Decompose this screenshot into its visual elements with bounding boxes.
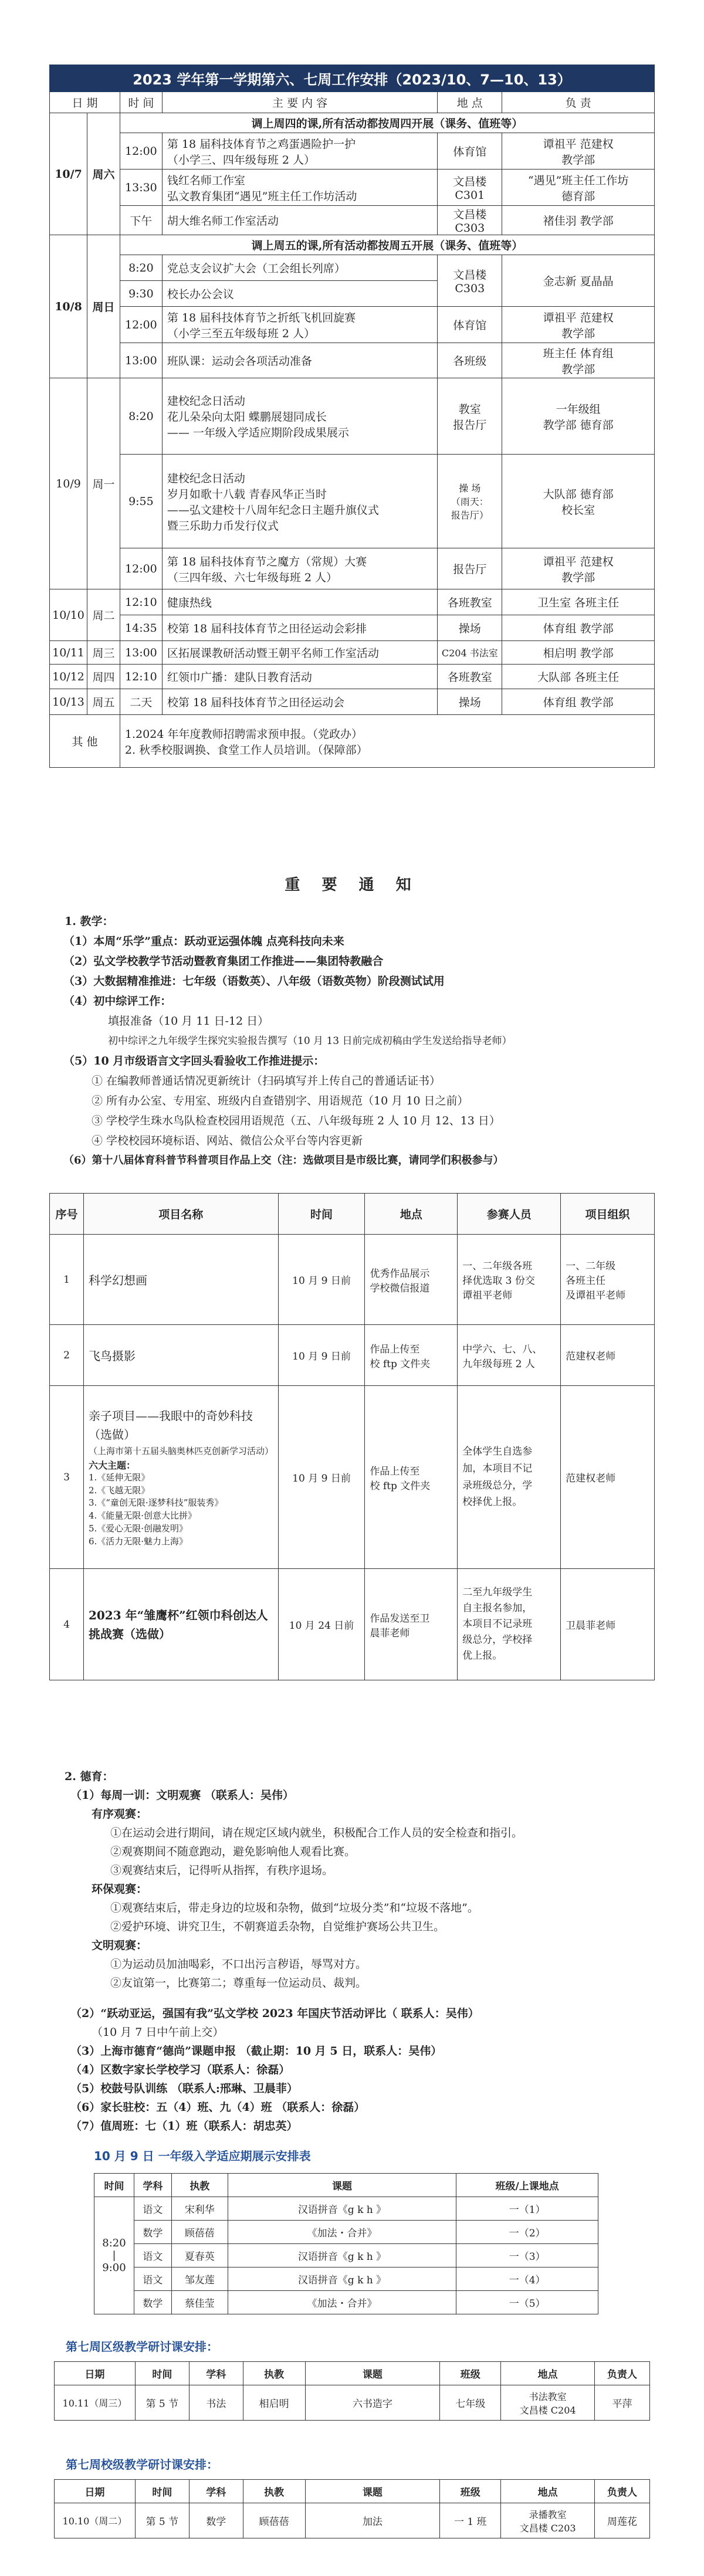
lesson-teacher: 宋利华 bbox=[171, 2197, 228, 2221]
content-cell: 第 18 届科技体育节之魔方（常规）大赛 （三四年级、六七年级每班 2 人） bbox=[162, 548, 437, 589]
owner-cell: 大队部 德育部 校长室 bbox=[502, 455, 655, 548]
col-subject: 学科 bbox=[134, 2174, 171, 2197]
place-cell: 教室 报告厅 bbox=[438, 378, 502, 455]
cell-topic: 加法 bbox=[305, 2503, 440, 2538]
lesson-teacher: 夏春英 bbox=[171, 2244, 228, 2267]
content-cell: 建校纪念日活动 岁月如歌十八载 青春风华正当时 ——弘文建校十八周年纪念日主题升旗仪式 暨三乐助力币发行仪式 bbox=[162, 455, 437, 548]
content-cell: 第 18 届科技体育节之折纸飞机回旋赛 （小学三至五年级每班 2 人） bbox=[162, 307, 437, 343]
col-place: 地点 bbox=[501, 2480, 595, 2503]
lesson-subject: 语文 bbox=[134, 2197, 171, 2221]
project-name: 科学幻想画 bbox=[83, 1235, 278, 1325]
lesson-topic: 《加法・合并》 bbox=[228, 2221, 456, 2244]
table-row bbox=[94, 2291, 598, 2314]
lesson-teacher: 邹友莲 bbox=[171, 2267, 228, 2291]
moral-item: （1）每周一训：文明观赛 （联系人：吴伟） bbox=[70, 1789, 294, 1802]
cell-teacher: 顾蓓蓓 bbox=[243, 2503, 305, 2538]
lesson-teacher: 顾蓓蓓 bbox=[171, 2221, 228, 2244]
other-label: 其 他 bbox=[50, 715, 120, 768]
table-row bbox=[94, 2197, 598, 2221]
col-class: 班级 bbox=[440, 2480, 501, 2503]
time-cell: 13:00 bbox=[120, 641, 162, 665]
table-row bbox=[55, 2385, 650, 2421]
place-cell: 操场 bbox=[438, 615, 502, 641]
day-cell: 周四 bbox=[87, 665, 120, 689]
moral-item: （5）校鼓号队训练 （联系人:邢琳、卫晨菲） bbox=[70, 2082, 298, 2095]
col-teacher: 执教 bbox=[243, 2362, 305, 2385]
notice-item: （3）大数据精准推进：七年级（语数英）、八年级（语数英物）阶段测试试用 bbox=[63, 975, 445, 988]
owner-cell: 一年级组 教学部 德育部 bbox=[502, 378, 655, 455]
date-cell: 10/8 bbox=[50, 235, 87, 378]
district-table bbox=[54, 2361, 650, 2421]
header-content: 主 要 内 容 bbox=[162, 92, 437, 113]
date-cell: 10/13 bbox=[50, 689, 87, 715]
cell-owner: 平萍 bbox=[595, 2385, 650, 2421]
cell-subject: 书法 bbox=[189, 2385, 243, 2421]
lesson-topic: 《加法・合并》 bbox=[228, 2291, 456, 2314]
project-place: 作品上传至 校 ftp 文件夹 bbox=[365, 1325, 458, 1386]
place-cell: 文昌楼 C303 bbox=[438, 206, 502, 235]
cell-place: 录播教室 文昌楼 C203 bbox=[501, 2503, 595, 2538]
time-cell: 14:35 bbox=[120, 615, 162, 641]
content-cell: 胡大维名师工作室活动 bbox=[162, 206, 437, 235]
lesson-time: 8:20 | 9:00 bbox=[94, 2197, 134, 2314]
content-cell: 区拓展课教研活动暨王朝平名师工作室活动 bbox=[162, 641, 437, 665]
project-org: 卫晨菲老师 bbox=[561, 1569, 655, 1680]
place-cell: 操场 bbox=[438, 689, 502, 715]
project-note: （上海市第十五届头脑奥林匹克创新学习活动） bbox=[88, 1445, 273, 1456]
lesson-class: 一（3） bbox=[456, 2244, 598, 2267]
lesson-topic: 汉语拼音《g k h 》 bbox=[228, 2267, 456, 2291]
table-row bbox=[50, 1569, 655, 1680]
notice-title: 重 要 通 知 bbox=[285, 876, 419, 894]
notice-subitem: ④ 学校校园环境标语、网站、微信公众平台等内容更新 bbox=[92, 1134, 363, 1147]
time-cell: 12:00 bbox=[120, 548, 162, 589]
col-time: 时间 bbox=[94, 2174, 134, 2197]
owner-cell: 谭祖平 范建权 教学部 bbox=[502, 133, 655, 170]
grade1-table bbox=[94, 2173, 598, 2314]
notice-item: （1）本周“乐学”重点：跃动亚运强体魄 点亮科技向未来 bbox=[63, 935, 344, 948]
owner-cell: 相启明 教学部 bbox=[502, 641, 655, 665]
cell-date: 10.11（周三） bbox=[55, 2385, 136, 2421]
lesson-subject: 语文 bbox=[134, 2267, 171, 2291]
table-row bbox=[55, 2503, 650, 2538]
col-time: 时间 bbox=[278, 1194, 365, 1235]
owner-cell: 卫生室 各班主任 bbox=[502, 589, 655, 615]
place-cell: 操 场 （雨天： 报告厅） bbox=[438, 455, 502, 548]
col-who: 参赛人员 bbox=[458, 1194, 561, 1235]
section-teaching: 1. 教学： bbox=[65, 915, 114, 928]
school-table bbox=[54, 2479, 650, 2538]
col-place: 地点 bbox=[501, 2362, 595, 2385]
date-cell: 10/7 bbox=[50, 113, 87, 235]
place-cell: C204 书法室 bbox=[438, 641, 502, 665]
moral-item: （6）家长驻校：五（4）班、九（4）班 （联系人：徐磊） bbox=[70, 2101, 365, 2114]
notice-subitem: ③ 学校学生珠水鸟队检查校园用语规范（五、八年级每班 2 人 10 月 12、13 日） bbox=[92, 1114, 500, 1127]
lesson-subject: 语文 bbox=[134, 2244, 171, 2267]
owner-cell: 金志新 夏晶晶 bbox=[502, 255, 655, 307]
project-name: 2023 年“雏鹰杯”红领巾科创达人挑战赛（选做） bbox=[83, 1569, 278, 1680]
content-cell: 钱红名师工作室 弘文教育集团“遇见”班主任工作坊活动 bbox=[162, 170, 437, 206]
project-org: 范建权老师 bbox=[561, 1386, 655, 1569]
col-topic: 课题 bbox=[305, 2480, 440, 2503]
place-cell: 体育馆 bbox=[438, 133, 502, 170]
notice-item: （5）10 月市级语言文字回头看验收工作推进提示： bbox=[63, 1055, 325, 1067]
time-cell: 12:10 bbox=[120, 589, 162, 615]
project-who: 中学六、七、八、 九年级每班 2 人 bbox=[458, 1325, 561, 1386]
schedule-title: 2023 学年第一学期第六、七周工作安排（2023/10、7—10、13） bbox=[50, 65, 655, 92]
project-no: 4 bbox=[50, 1569, 84, 1680]
col-date: 日期 bbox=[55, 2480, 136, 2503]
moral-item: （7）值周班：七（1）班（联系人：胡忠英） bbox=[70, 2120, 298, 2133]
moral-item: （2）“跃动亚运，强国有我”弘文学校 2023 年国庆节活动评比（ 联系人：吴伟） bbox=[70, 2007, 479, 2020]
owner-cell: 谭祖平 范建权 教学部 bbox=[502, 548, 655, 589]
day-cell: 周二 bbox=[87, 589, 120, 641]
time-cell: 12:10 bbox=[120, 665, 162, 689]
table-row bbox=[50, 1325, 655, 1386]
schedule-table bbox=[49, 65, 655, 768]
content-cell: 校第 18 届科技体育节之田径运动会彩排 bbox=[162, 615, 437, 641]
cell-topic: 六书造字 bbox=[305, 2385, 440, 2421]
col-name: 项目名称 bbox=[83, 1194, 278, 1235]
moral-rule: ①在运动会进行期间，请在规定区域内就坐，积极配合工作人员的安全检查和指引。 bbox=[110, 1826, 523, 1839]
school-title: 第七周校级教学研讨课安排： bbox=[66, 2458, 218, 2472]
moral-heading: 环保观赛： bbox=[92, 1883, 148, 1896]
grade1-title: 10 月 9 日 一年级入学适应期展示安排表 bbox=[94, 2149, 311, 2163]
project-sub: 六大主题： bbox=[88, 1459, 136, 1471]
col-subject: 学科 bbox=[189, 2480, 243, 2503]
moral-heading: 文明观赛： bbox=[92, 1939, 148, 1952]
place-cell: 各班教室 bbox=[438, 665, 502, 689]
col-date: 日期 bbox=[55, 2362, 136, 2385]
content-cell: 第 18 届科技体育节之鸡蛋遇险护一护 （小学三、四年级每班 2 人） bbox=[162, 133, 437, 170]
time-cell: 9:55 bbox=[120, 455, 162, 548]
cell-time: 第 5 节 bbox=[135, 2503, 189, 2538]
lesson-class: 一（5） bbox=[456, 2291, 598, 2314]
owner-cell: 班主任 体育组 教学部 bbox=[502, 343, 655, 378]
col-teacher: 执教 bbox=[243, 2480, 305, 2503]
project-time: 10 月 9 日前 bbox=[278, 1386, 365, 1569]
notice-subitem: ② 所有办公室、专用室、班级内自查错别字、用语规范（10 月 10 日之前） bbox=[92, 1094, 469, 1107]
project-org: 一、二年级 各班主任 及谭祖平老师 bbox=[561, 1235, 655, 1325]
content-cell: 校第 18 届科技体育节之田径运动会 bbox=[162, 689, 437, 715]
col-owner: 负责人 bbox=[595, 2362, 650, 2385]
notice-item: （2）弘文学校教学节活动暨教育集团工作推进——集团特教融合 bbox=[63, 955, 384, 968]
lesson-subject: 数学 bbox=[134, 2221, 171, 2244]
owner-cell: 谭祖平 范建权 教学部 bbox=[502, 307, 655, 343]
district-title: 第七周区级教学研讨课安排： bbox=[66, 2340, 218, 2354]
content-cell: 党总支会议扩大会（工会组长列席） bbox=[162, 255, 437, 281]
table-row bbox=[50, 1386, 655, 1569]
col-owner: 负责人 bbox=[595, 2480, 650, 2503]
place-cell: 各班级 bbox=[438, 343, 502, 378]
content-cell: 红领巾广播：建队日教育活动 bbox=[162, 665, 437, 689]
project-who: 一、二年级各班 择优选取 3 份交 谭祖平老师 bbox=[458, 1235, 561, 1325]
content-cell: 建校纪念日活动 花儿朵朵向太阳 蝶鹏展翅同成长 —— 一年级入学适应期阶段成果展示 bbox=[162, 378, 437, 455]
notice-subitem: ① 在编教师普通话情况更新统计（扫码填写并上传自己的普通话证书） bbox=[92, 1075, 441, 1087]
cell-class: 一 1 班 bbox=[440, 2503, 501, 2538]
date-cell: 10/11 bbox=[50, 641, 87, 665]
content-cell: 班队课：运动会各项活动准备 bbox=[162, 343, 437, 378]
moral-rule: ①为运动员加油喝彩，不口出污言秽语，辱骂对方。 bbox=[110, 1958, 367, 1971]
header-owner: 负 责 bbox=[502, 92, 655, 113]
day-cell: 周三 bbox=[87, 641, 120, 665]
place-cell: 体育馆 bbox=[438, 307, 502, 343]
col-topic: 课题 bbox=[305, 2362, 440, 2385]
notice-subitem: 初中综评之九年级学生探究实验报告撰写（10 月 13 日前完成初稿由学生发送给指导老师） bbox=[108, 1035, 512, 1047]
col-no: 序号 bbox=[50, 1194, 84, 1235]
owner-cell: 褚佳羽 教学部 bbox=[502, 206, 655, 235]
col-topic: 课题 bbox=[228, 2174, 456, 2197]
project-place: 优秀作品展示 学校微信报道 bbox=[365, 1235, 458, 1325]
moral-rule: ②爱护环境、讲究卫生，不朝赛道丢杂物，自觉维护赛场公共卫生。 bbox=[110, 1920, 445, 1933]
other-text: 1.2024 年年度教师招聘需求预申报。（党政办） 2. 秋季校服调换、食堂工作人员培训。（保障部） bbox=[120, 715, 654, 768]
owner-cell: “遇见”班主任工作坊 德育部 bbox=[502, 170, 655, 206]
col-class: 班级/上课地点 bbox=[456, 2174, 598, 2197]
table-row bbox=[94, 2267, 598, 2291]
header-date: 日 期 bbox=[50, 92, 120, 113]
time-cell: 下午 bbox=[120, 206, 162, 235]
moral-item: （3）上海市德育“德尚”课题申报 （截止期：10 月 5 日，联系人：吴伟） bbox=[70, 2045, 442, 2058]
header-place: 地 点 bbox=[438, 92, 502, 113]
project-time: 10 月 24 日前 bbox=[278, 1569, 365, 1680]
section-moral: 2. 德育： bbox=[65, 1770, 114, 1783]
moral-subitem: （10 月 7 日中午前上交） bbox=[92, 2026, 224, 2039]
header-time: 时 间 bbox=[120, 92, 162, 113]
table-row bbox=[94, 2244, 598, 2267]
content-cell: 校长办公会议 bbox=[162, 281, 437, 307]
col-place: 地点 bbox=[365, 1194, 458, 1235]
lesson-class: 一（4） bbox=[456, 2267, 598, 2291]
moral-heading: 有序观赛： bbox=[92, 1808, 148, 1821]
cell-class: 七年级 bbox=[440, 2385, 501, 2421]
table-row bbox=[94, 2221, 598, 2244]
owner-cell: 大队部 各班主任 bbox=[502, 665, 655, 689]
time-cell: 13:30 bbox=[120, 170, 162, 206]
cell-owner: 周莲花 bbox=[595, 2503, 650, 2538]
time-cell: 13:00 bbox=[120, 343, 162, 378]
col-teacher: 执教 bbox=[171, 2174, 228, 2197]
date-cell: 10/12 bbox=[50, 665, 87, 689]
day-cell: 周一 bbox=[87, 378, 120, 589]
lesson-topic: 汉语拼音《g k h 》 bbox=[228, 2197, 456, 2221]
project-time: 10 月 9 日前 bbox=[278, 1325, 365, 1386]
cell-subject: 数学 bbox=[189, 2503, 243, 2538]
lesson-class: 一（2） bbox=[456, 2221, 598, 2244]
project-org: 范建权老师 bbox=[561, 1325, 655, 1386]
notice-item: （6）第十八届体育科普节科普项目作品上交（注：选做项目是市级比赛，请同学们积极参与） bbox=[63, 1154, 504, 1167]
lesson-teacher: 蔡佳莹 bbox=[171, 2291, 228, 2314]
col-subject: 学科 bbox=[189, 2362, 243, 2385]
owner-cell: 体育组 教学部 bbox=[502, 689, 655, 715]
day-notice: 调上周五的课,所有活动都按周五开展（课务、值班等） bbox=[120, 235, 654, 255]
time-cell: 8:20 bbox=[120, 378, 162, 455]
notice-item: （4）初中综评工作： bbox=[63, 995, 172, 1008]
notice-subitem: 填报准备（10 月 11 日-12 日） bbox=[108, 1015, 269, 1028]
moral-rule: ②观赛期间不随意跑动，避免影响他人观看比赛。 bbox=[110, 1845, 356, 1858]
project-no: 1 bbox=[50, 1235, 84, 1325]
date-cell: 10/9 bbox=[50, 378, 87, 589]
col-org: 项目组织 bbox=[561, 1194, 655, 1235]
cell-place: 书法教室 文昌楼 C204 bbox=[501, 2385, 595, 2421]
moral-rule: ③观赛结束后，记得听从指挥，有秩序退场。 bbox=[110, 1864, 334, 1877]
time-cell: 12:00 bbox=[120, 133, 162, 170]
moral-rule: ②友谊第一，比赛第二；尊重每一位运动员、裁判。 bbox=[110, 1977, 367, 1989]
project-no: 2 bbox=[50, 1325, 84, 1386]
project-list: 1.《延伸无限》 2.《飞越无限》 3.《“童创无限·逐梦科技”服装秀》 4.《能量无限·创意大比拼》 5.《爱心无限·创融发明》 6.《活力无限·魅力上海》 bbox=[88, 1472, 224, 1547]
time-cell: 二天 bbox=[120, 689, 162, 715]
col-time: 时间 bbox=[135, 2480, 189, 2503]
moral-item: （4）区数字家长学校学习（联系人：徐磊） bbox=[70, 2063, 290, 2076]
project-name: 飞鸟摄影 bbox=[83, 1325, 278, 1386]
project-time: 10 月 9 日前 bbox=[278, 1235, 365, 1325]
project-place: 作品上传至 校 ftp 文件夹 bbox=[365, 1386, 458, 1569]
project-who: 全体学生自选参 加，本项目不记 录班级总分，学 校择优上报。 bbox=[458, 1386, 561, 1569]
time-cell: 9:30 bbox=[120, 281, 162, 307]
cell-teacher: 相启明 bbox=[243, 2385, 305, 2421]
table-row bbox=[50, 1235, 655, 1325]
col-time: 时间 bbox=[135, 2362, 189, 2385]
day-cell: 周六 bbox=[87, 113, 120, 235]
day-cell: 周日 bbox=[87, 235, 120, 378]
place-cell: 各班教室 bbox=[438, 589, 502, 615]
place-cell: 文昌楼 C303 bbox=[438, 255, 502, 307]
lesson-class: 一（1） bbox=[456, 2197, 598, 2221]
lesson-subject: 数学 bbox=[134, 2291, 171, 2314]
content-cell: 健康热线 bbox=[162, 589, 437, 615]
cell-date: 10.10（周二） bbox=[55, 2503, 136, 2538]
project-place: 作品发送至卫 晨菲老师 bbox=[365, 1569, 458, 1680]
day-cell: 周五 bbox=[87, 689, 120, 715]
place-cell: 报告厅 bbox=[438, 548, 502, 589]
col-class: 班级 bbox=[440, 2362, 501, 2385]
owner-cell: 体育组 教学部 bbox=[502, 615, 655, 641]
project-name: 亲子项目——我眼中的奇妙科技（选做） bbox=[88, 1408, 253, 1442]
lesson-topic: 汉语拼音《g k h 》 bbox=[228, 2244, 456, 2267]
project-no: 3 bbox=[50, 1386, 84, 1569]
moral-rule: ①观赛结束后，带走身边的垃圾和杂物，做到“垃圾分类”和“垃圾不落地”。 bbox=[110, 1902, 479, 1914]
cell-time: 第 5 节 bbox=[135, 2385, 189, 2421]
time-cell: 12:00 bbox=[120, 307, 162, 343]
time-cell: 8:20 bbox=[120, 255, 162, 281]
date-cell: 10/10 bbox=[50, 589, 87, 641]
project-table bbox=[49, 1193, 655, 1680]
place-cell: 文昌楼 C301 bbox=[438, 170, 502, 206]
project-who: 二至九年级学生 自主报名参加， 本项目不记录班 级总分，学校择 优上报。 bbox=[458, 1569, 561, 1680]
day-notice: 调上周四的课,所有活动都按周四开展（课务、值班等） bbox=[120, 113, 654, 133]
